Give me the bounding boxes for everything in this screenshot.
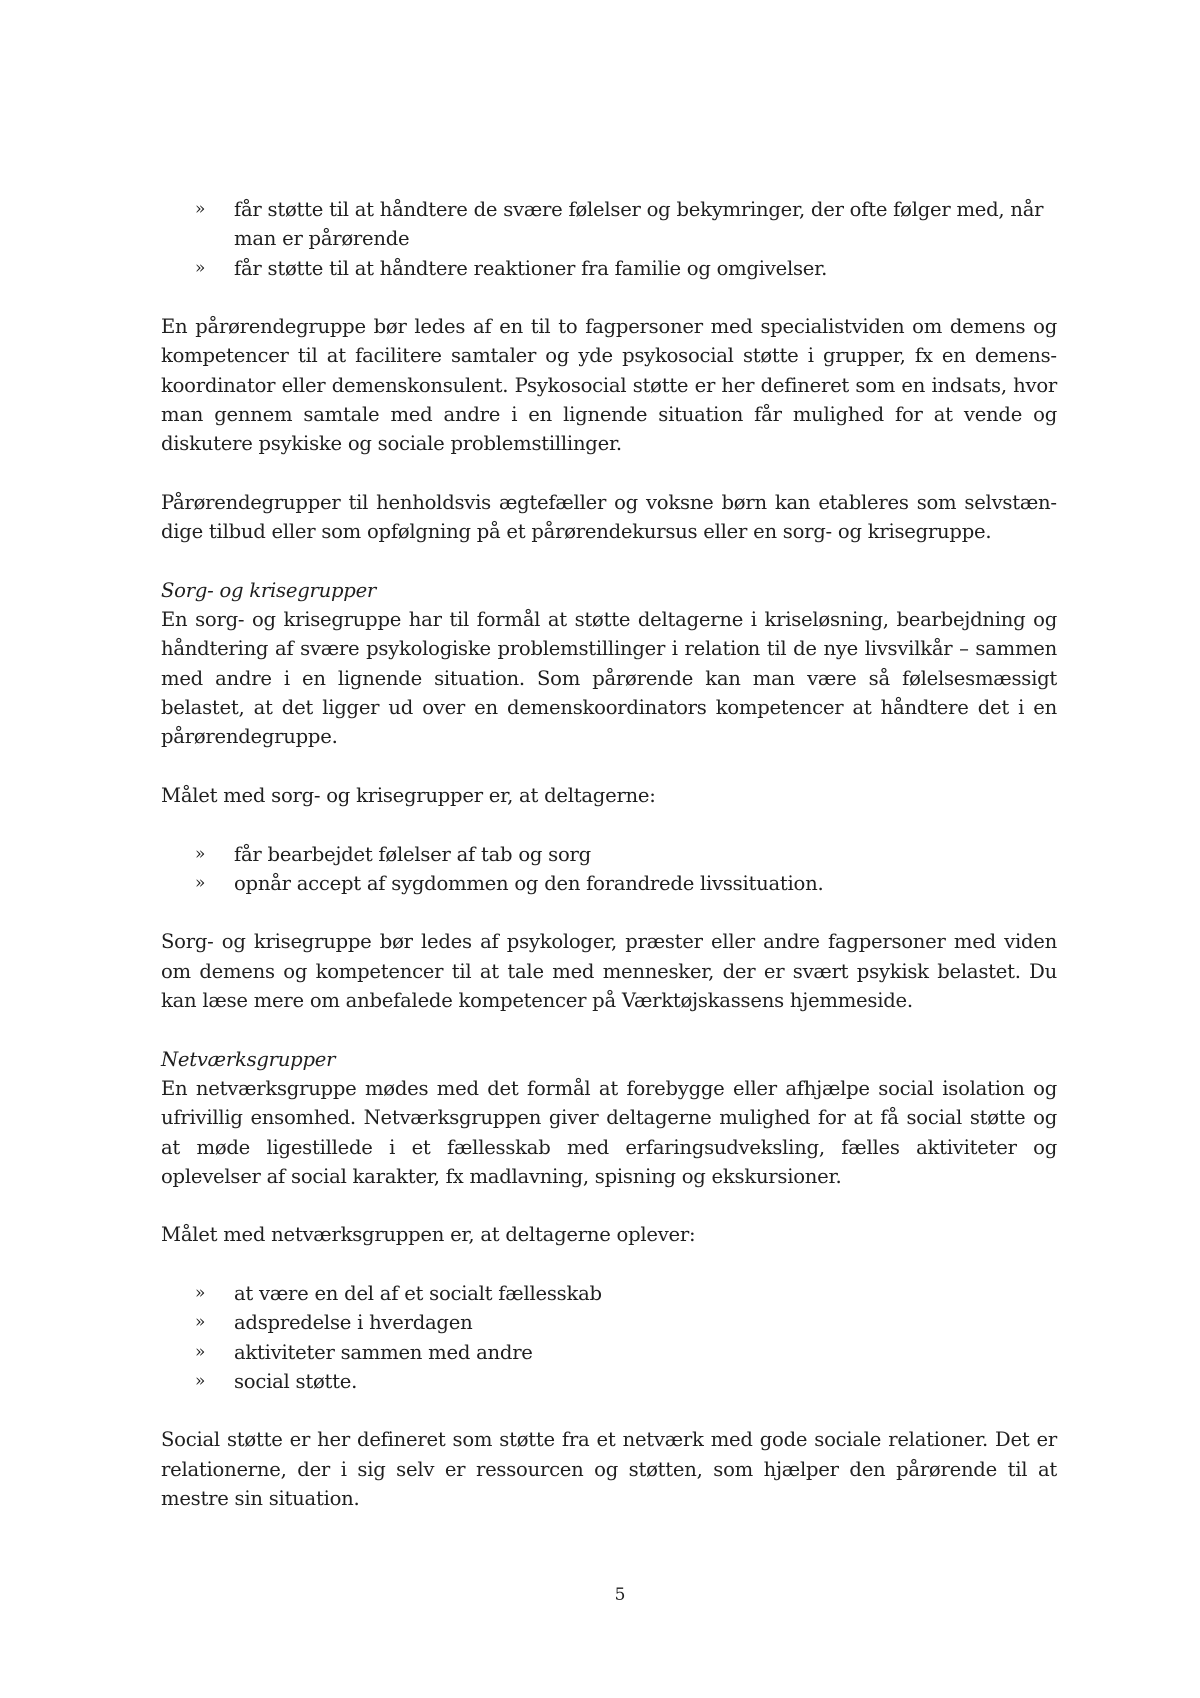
spacer	[161, 459, 1057, 488]
paragraph-group-leadership: En pårørendegruppe bør ledes af en til to fagpersoner med specialistviden om demens og kompetencer til at facilitere samtaler og yde psykosocial støtte i grupper, fx en demenskoordinator eller demenskonsulent. Psykosocial støtte er her defineret som en indsats, hvor man gennem samtale med andre i en lignende situation får mulighed for at vende og diskutere psykiske og sociale problemstillinger.	[161, 315, 1057, 456]
spacer	[161, 1396, 1057, 1425]
section-heading-sorg: Sorg- og krisegrupper	[161, 578, 377, 602]
spacer	[161, 810, 1057, 839]
bullet-list-netvaerk-goals	[161, 1279, 1057, 1396]
bullet-marker: »	[195, 257, 206, 278]
bullet-list-sorg-goals	[161, 840, 1057, 899]
spacer	[161, 1250, 1057, 1279]
paragraph-sorg-goal-intro: Målet med sorg- og krisegrupper er, at deltagerne:	[161, 783, 656, 807]
spacer	[161, 898, 1057, 927]
bullet-marker: »	[195, 843, 206, 864]
list-item-text: får bearbejdet følelser af tab og sorg	[234, 842, 591, 866]
list-item	[161, 1279, 1057, 1308]
paragraph-sorg-body: En sorg- og krisegruppe har til formål at støtte deltagerne i kriseløsning, bearbejdning og håndtering af svære psykologiske problemstillinger i relation til de nye livsvilkår – sammen med andre i en lignende situation. Som pårørende kan man være så følelsesmæssigt belastet, at det ligger ud over en demenskoordinators kompetencer at håndtere det i en pårørendegruppe.	[161, 608, 1057, 749]
list-item-text: aktiviteter sammen med andre	[234, 1340, 533, 1364]
list-item-text: får støtte til at håndtere reaktioner fra familie og omgivelser.	[234, 256, 828, 280]
spacer	[161, 1015, 1057, 1044]
list-item-text: adspredelse i hverdagen	[234, 1311, 473, 1335]
bullet-marker: »	[195, 1370, 206, 1391]
list-item-text: at være en del af et socialt fællesskab	[234, 1281, 602, 1305]
bullet-marker: »	[195, 1312, 206, 1333]
bullet-marker: »	[195, 1282, 206, 1303]
spacer	[161, 1191, 1057, 1220]
document-page	[161, 195, 1057, 1513]
list-item	[161, 1367, 1057, 1396]
bullet-marker: »	[195, 199, 206, 219]
list-item-text: får støtte til at håndtere de svære følelser og bekymringer, der ofte følger med, når man er pårørende	[234, 198, 1044, 251]
spacer	[161, 752, 1057, 781]
list-item-text: social støtte.	[234, 1369, 358, 1393]
spacer	[161, 547, 1057, 576]
bullet-marker: »	[195, 1341, 206, 1362]
list-item-text: opnår accept af sygdommen og den forandrede livssituation.	[234, 871, 824, 895]
list-item	[161, 869, 1057, 898]
list-item	[161, 1308, 1057, 1337]
page-number: 5	[614, 1585, 626, 1605]
list-item	[161, 1338, 1057, 1367]
paragraph-group-types: Pårørendegrupper til henholdsvis ægtefæller og voksne børn kan etableres som selvstændige tilbud eller som opfølgning på et pårørendekursus eller en sorg- og krisegruppe.	[161, 490, 1057, 544]
paragraph-netvaerk-goal-intro: Målet med netværksgruppen er, at deltagerne oplever:	[161, 1223, 696, 1247]
list-item	[161, 254, 1057, 283]
list-item	[161, 195, 1057, 254]
paragraph-netvaerk-closing: Social støtte er her defineret som støtte fra et netværk med gode sociale relationer. Det er relationerne, der i sig selv er ressourcen og støtten, som hjælper den pårørende til at mestre sin situation.	[161, 1428, 1057, 1511]
spacer	[161, 283, 1057, 312]
paragraph-netvaerk-body: En netværksgruppe mødes med det formål at forebygge eller afhjælpe social isolation og ufrivillig ensomhed. Netværksgruppen giver deltagerne mulighed for at få social støtte og at møde ligestillede i et fællesskab med erfaringsudveksling, fælles aktiviteter og oplevelser af social karakter, fx madlavning, spisning og ekskursioner.	[161, 1076, 1057, 1188]
bullet-marker: »	[195, 872, 206, 893]
paragraph-sorg-closing: Sorg- og krisegruppe bør ledes af psykologer, præster eller andre fagpersoner med viden om demens og kompetencer til at tale med mennesker, der er svært psykisk belastet. Du kan læse mere om anbefalede kompetencer på Værktøjskassens hjemmeside.	[161, 930, 1057, 1013]
section-heading-netvaerk: Netværksgrupper	[161, 1047, 336, 1071]
bullet-list-support	[161, 195, 1057, 283]
list-item	[161, 840, 1057, 869]
